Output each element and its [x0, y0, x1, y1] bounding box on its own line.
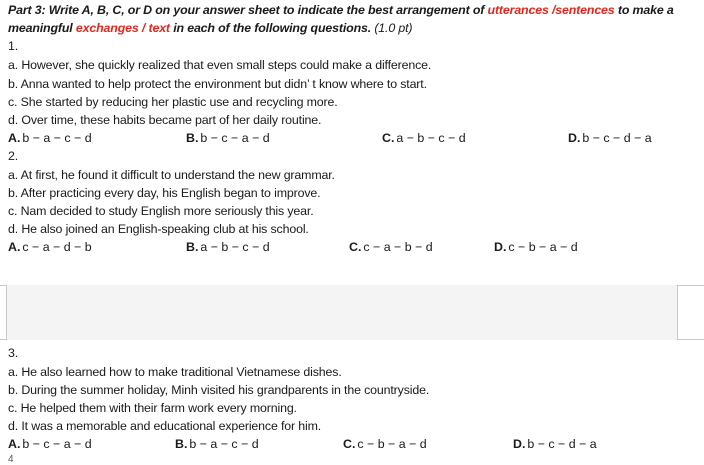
page-edge-left [0, 285, 7, 340]
sentence-d: d. It was a memorable and educational experience for him. [8, 419, 322, 433]
option-b[interactable] [186, 130, 270, 146]
sentence-a: a. At first, he found it difficult to understand the new grammar. [8, 168, 335, 182]
option-text: c − b − a − d [508, 240, 578, 254]
option-text: b − a − c − d [22, 131, 92, 145]
sentence-b: b. During the summer holiday, Minh visited his grandparents in the countryside. [8, 383, 430, 397]
option-d[interactable] [513, 436, 597, 452]
option-text: b − c − d − a [527, 437, 597, 451]
option-d[interactable] [568, 130, 652, 146]
sentence-a: a. He also learned how to make traditional Vietnamese dishes. [8, 365, 342, 379]
option-c[interactable] [349, 239, 433, 255]
option-letter: D. [513, 437, 526, 451]
option-text: c − a − b − d [363, 240, 433, 254]
page-edge-right [677, 285, 704, 340]
option-d[interactable] [494, 239, 578, 255]
page-gap [0, 285, 704, 340]
option-letter: D. [494, 240, 507, 254]
points-label: (1.0 pt) [374, 21, 413, 35]
question-number: 2. [8, 149, 19, 163]
option-b[interactable] [175, 436, 259, 452]
instructions-text: in each of the following questions. [169, 21, 375, 35]
next-question-number: 4 [8, 454, 14, 465]
option-letter: C. [349, 240, 362, 254]
instructions-line-2 [8, 20, 412, 36]
option-letter: A. [8, 437, 21, 451]
sentence-d: d. Over time, these habits became part of her daily routine. [8, 113, 322, 127]
option-text: b − c − a − d [200, 131, 270, 145]
question-number: 3. [8, 346, 19, 360]
sentence-b: b. Anna wanted to help protect the environment but didn’ t know where to start. [8, 77, 427, 91]
option-text: b − a − c − d [189, 437, 259, 451]
option-a[interactable] [8, 239, 92, 255]
sentence-b: b. After practicing every day, his English began to improve. [8, 186, 321, 200]
sentence-c: c. He helped them with their farm work every morning. [8, 401, 297, 415]
option-text: c − a − d − b [22, 240, 92, 254]
option-a[interactable] [8, 130, 92, 146]
question-number: 1. [8, 39, 19, 53]
sentence-a: a. However, she quickly realized that even small steps could make a difference. [8, 58, 432, 72]
sentence-c: c. She started by reducing her plastic use and recycling more. [8, 95, 338, 109]
option-letter: B. [186, 240, 199, 254]
option-text: b − c − a − d [22, 437, 92, 451]
option-letter: A. [8, 240, 21, 254]
instructions-text: meaningful [8, 21, 76, 35]
option-text: a − b − c − d [200, 240, 270, 254]
option-text: b − c − d − a [582, 131, 652, 145]
option-letter: C. [343, 437, 356, 451]
option-letter: D. [568, 131, 581, 145]
option-a[interactable] [8, 436, 92, 452]
option-c[interactable] [382, 130, 466, 146]
option-b[interactable] [186, 239, 270, 255]
instructions-highlight: utterances /sentences [487, 3, 615, 17]
option-c[interactable] [343, 436, 427, 452]
instructions-text: Part 3: Write A, B, C, or D on your answer sheet to indicate the best arrangement of [8, 3, 488, 17]
option-text: a − b − c − d [396, 131, 466, 145]
option-text: c − b − a − d [357, 437, 427, 451]
instructions-highlight: exchanges / text [75, 21, 170, 35]
instructions-line-1 [8, 2, 674, 18]
option-letter: A. [8, 131, 21, 145]
option-letter: B. [175, 437, 188, 451]
sentence-c: c. Nam decided to study English more seriously this year. [8, 204, 314, 218]
sentence-d: d. He also joined an English-speaking club at his school. [8, 222, 309, 236]
option-letter: B. [186, 131, 199, 145]
instructions-text: to make a [614, 3, 674, 17]
option-letter: C. [382, 131, 395, 145]
